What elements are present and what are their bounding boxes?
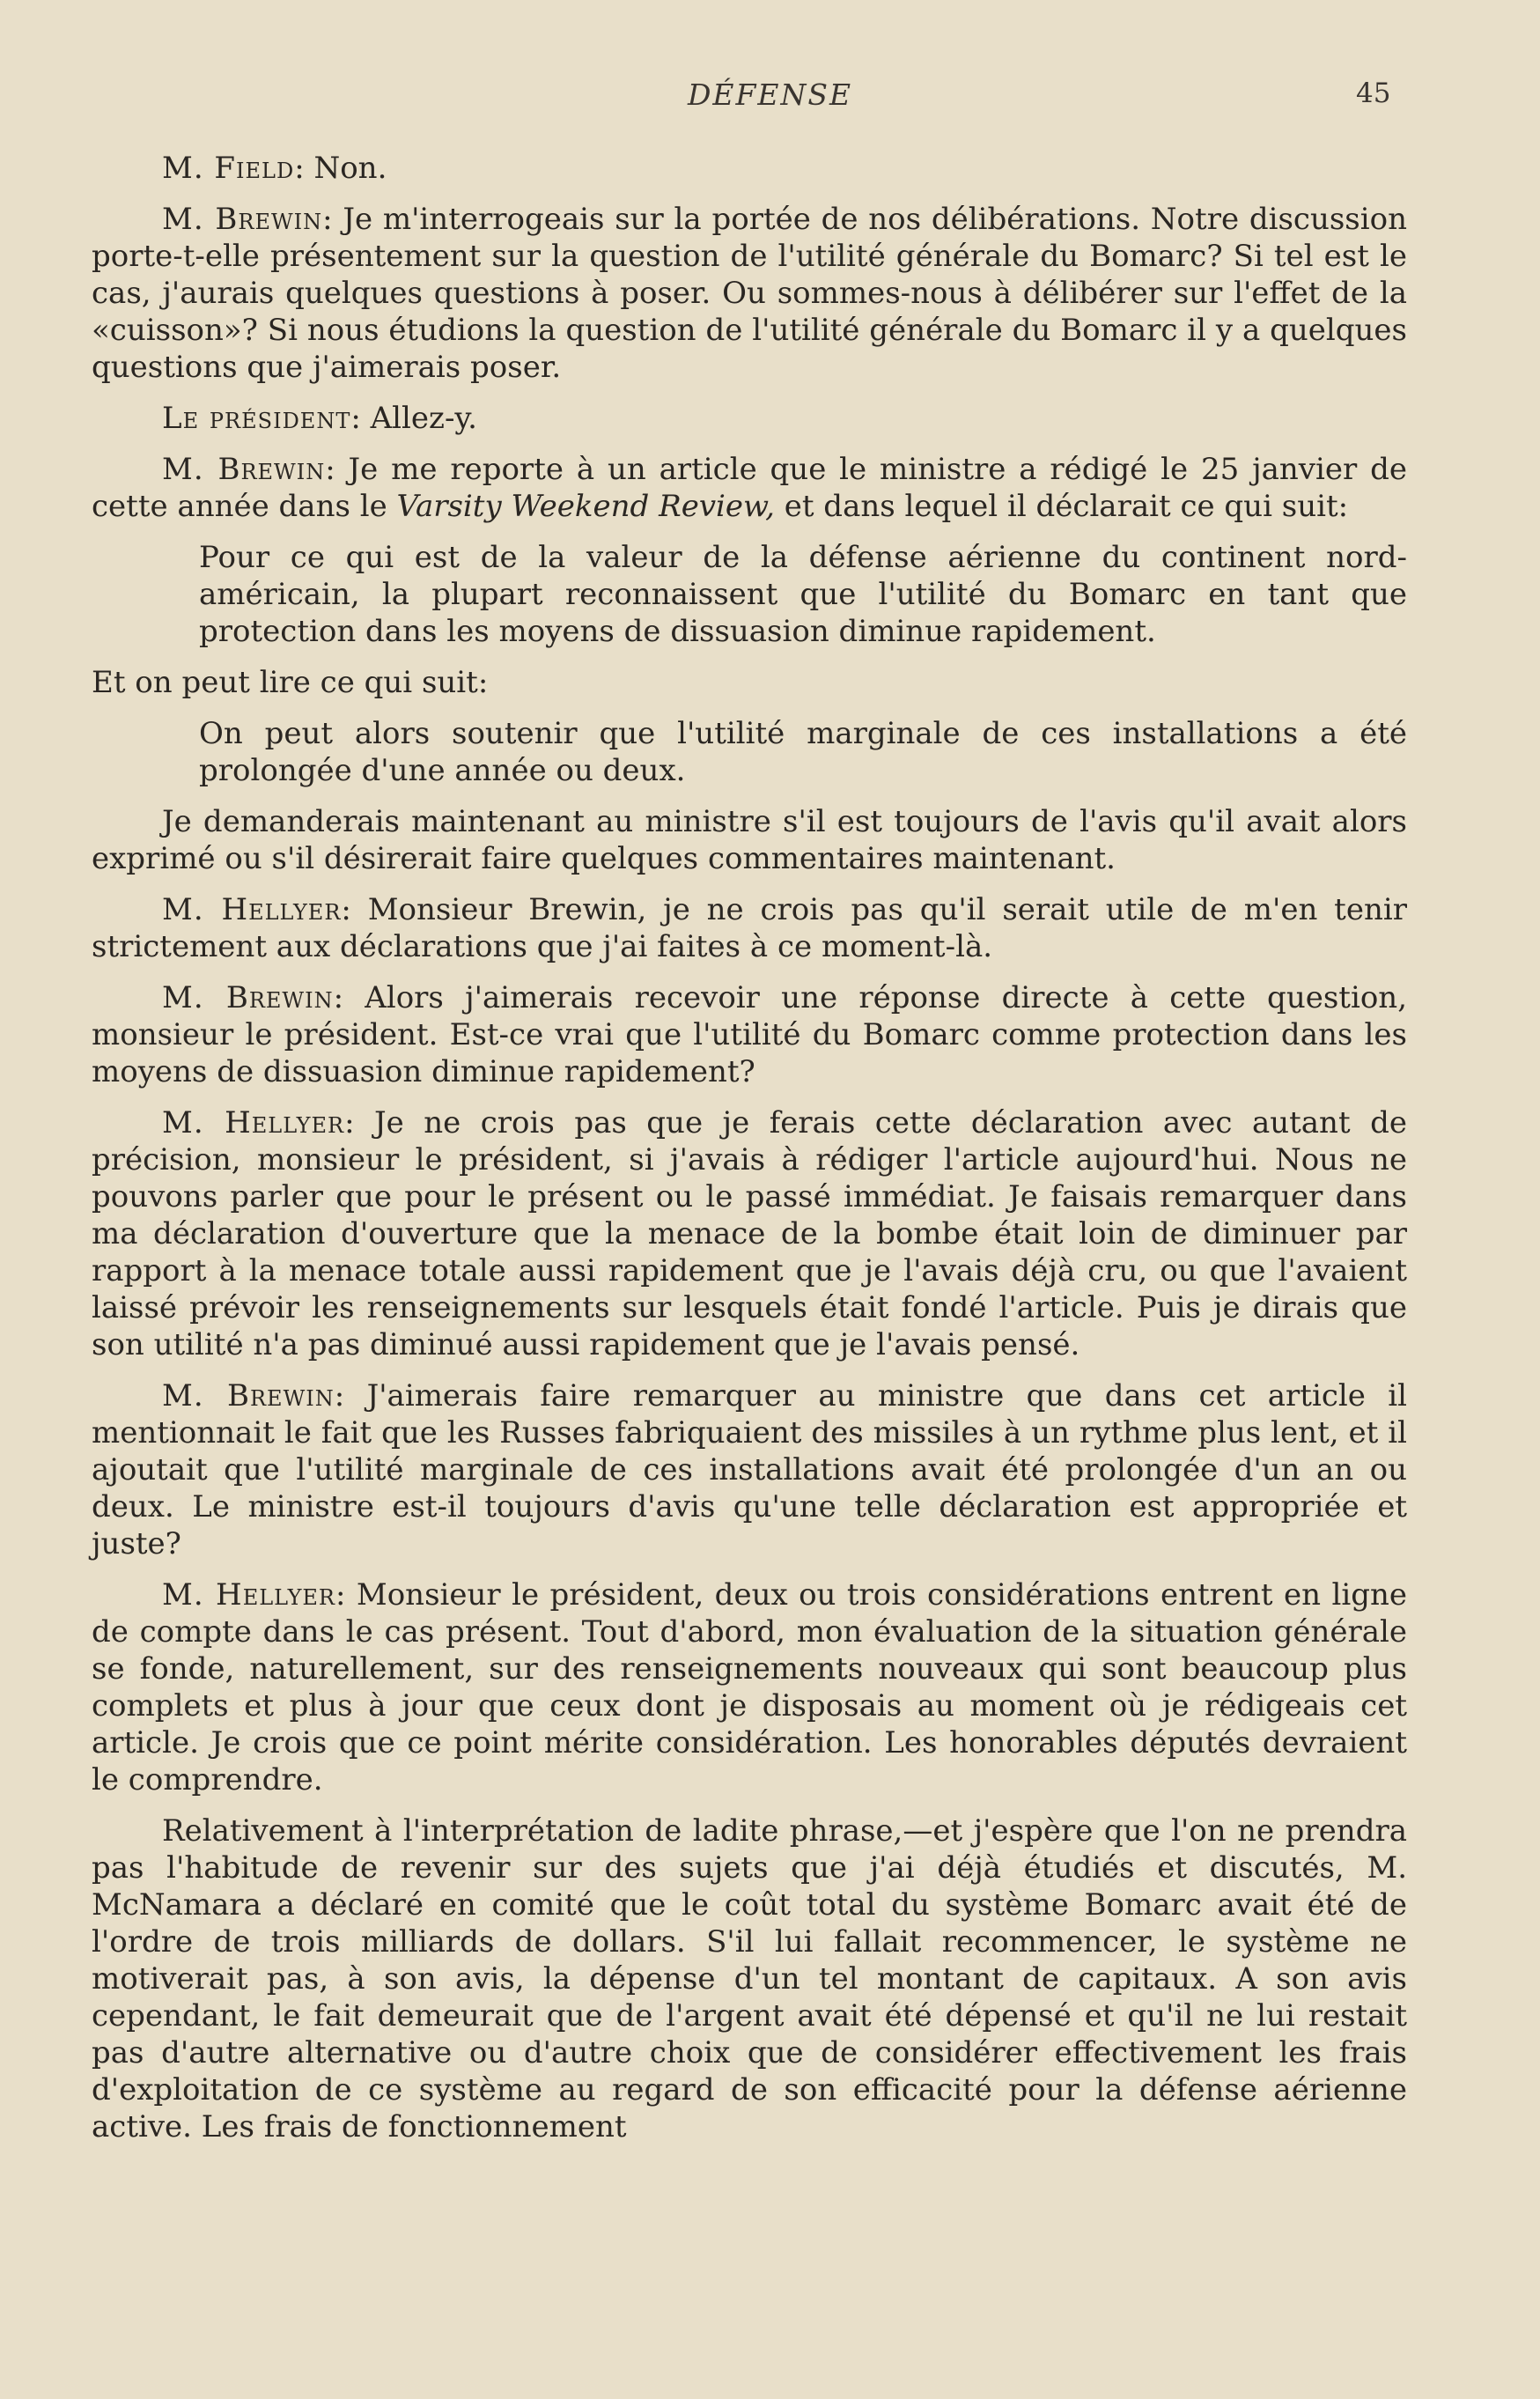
speaker-name: M. Field bbox=[162, 151, 295, 186]
paragraph: Je demanderais maintenant au ministre s'il est toujours de l'avis qu'il avait alors exprimé ou s'il désirerait faire quelques commentaires maintenant. bbox=[92, 804, 1407, 876]
paragraph bbox=[92, 201, 1407, 386]
speaker-name: M. Hellyer bbox=[162, 1577, 335, 1613]
paragraph-text: : Alors j'aimerais recevoir une réponse directe à cette question, monsieur le président. Est-ce vrai que l'utilité du Bomarc comme protection dans les moyens de dissuasion diminue rapidement? bbox=[92, 980, 1408, 1089]
block-quote: Pour ce qui est de la valeur de la défense aérienne du continent nord-américain, la plupart reconnaissent que l'utilité du Bomarc en tant que protection dans les moyens de dissuasion diminue rapidement. bbox=[199, 540, 1407, 649]
paragraph bbox=[92, 891, 1407, 965]
paragraph-text: : Non. bbox=[294, 151, 387, 186]
paragraph: Relativement à l'interprétation de ladite phrase,—et j'espère que l'on ne prendra pas l'habitude de revenir sur des sujets que j'ai déjà étudiés et discutés, M. McNamara a déclaré en comité que le coût total du système Bomarc avait été de l'ordre de trois milliards de dollars. S'il lui fallait recommencer, le système ne motiverait pas, à son avis, la dépense d'un tel montant de capitaux. A son avis cependant, le fait demeurait que de l'argent avait été dépensé et qu'il ne lui restait pas d'autre alternative ou d'autre choix que de considérer effectivement les frais d'exploitation de ce système au regard de son efficacité pour la défense aérienne active. Les frais de fonctionnement bbox=[92, 1813, 1407, 2144]
speaker-name: Le président bbox=[162, 401, 351, 436]
paragraph: Et on peut lire ce qui suit: bbox=[92, 665, 489, 700]
speaker-name: M. Hellyer bbox=[162, 892, 342, 927]
running-title: DÉFENSE bbox=[687, 78, 853, 112]
paragraph bbox=[92, 979, 1407, 1090]
paragraph-text: : Allez-y. bbox=[350, 401, 477, 436]
paragraph bbox=[92, 1104, 1407, 1363]
paragraph-text: et dans lequel il déclarait ce qui suit: bbox=[774, 489, 1349, 524]
block-quote: On peut alors soutenir que l'utilité marginale de ces installations a été prolongée d'une année ou deux. bbox=[199, 716, 1407, 788]
speaker-name: M. Hellyer bbox=[162, 1105, 345, 1140]
page-header bbox=[0, 78, 1540, 122]
body-text bbox=[92, 150, 1407, 2159]
publication-title: Varsity Weekend Review, bbox=[396, 489, 775, 524]
speaker-name: M. Brewin bbox=[162, 980, 334, 1015]
paragraph-text: : Monsieur le président, deux ou trois considérations entrent en ligne de compte dans le cas présent. Tout d'abord, mon évaluation de la situation générale se fonde, naturellement, sur des renseignements nouveaux qui sont beaucoup plus complets et plus à jour que ceux dont je disposais au moment où je rédigeais cet article. Je crois que ce point mérite considération. Les honorables députés devraient le comprendre. bbox=[92, 1577, 1407, 1797]
paragraph bbox=[92, 400, 1407, 437]
paragraph-text: : Je me reporte à un article que le ministre a rédigé le 25 janvier de cette année dans le bbox=[92, 452, 1407, 524]
paragraph bbox=[92, 150, 1407, 187]
paragraph-text: : Monsieur Brewin, je ne crois pas qu'il serait utile de m'en tenir strictement aux déclarations que j'ai faites à ce moment-là. bbox=[92, 892, 1407, 964]
speaker-name: M. Brewin bbox=[162, 202, 323, 237]
speaker-name: M. Brewin bbox=[162, 452, 326, 487]
paragraph-text: : Je m'interrogeais sur la portée de nos délibérations. Notre discussion porte-t-elle présentement sur la question de l'utilité générale du Bomarc? Si tel est le cas, j'aurais quelques questions à poser. Ou sommes-nous à délibérer sur l'effet de la «cuisson»? Si nous étudions la question de l'utilité générale du Bomarc il y a quelques questions que j'aimerais poser. bbox=[92, 202, 1407, 385]
paragraph-text: : Je ne crois pas que je ferais cette déclaration avec autant de précision, monsieur le président, si j'avais à rédiger l'article aujourd'hui. Nous ne pouvons parler que pour le présent ou le passé immédiat. Je faisais remarquer dans ma déclaration d'ouverture que la menace de la bombe était loin de diminuer par rapport à la menace totale aussi rapidement que je l'avais déjà cru, ou que l'avaient laissé prévoir les renseignements sur lesquels était fondé l'article. Puis je dirais que son utilité n'a pas diminué aussi rapidement que je l'avais pensé. bbox=[92, 1105, 1407, 1362]
paragraph-text: : J'aimerais faire remarquer au ministre que dans cet article il mentionnait le fait que les Russes fabriquaient des missiles à un rythme plus lent, et il ajoutait que l'utilité marginale de ces installations avait été prolongée d'un an ou deux. Le ministre est-il toujours d'avis qu'une telle déclaration est appropriée et juste? bbox=[92, 1378, 1407, 1561]
paragraph bbox=[92, 1377, 1407, 1562]
speaker-name: M. Brewin bbox=[162, 1378, 335, 1414]
page-number: 45 bbox=[1356, 78, 1391, 109]
paragraph bbox=[92, 1576, 1407, 1798]
paragraph bbox=[92, 451, 1407, 525]
